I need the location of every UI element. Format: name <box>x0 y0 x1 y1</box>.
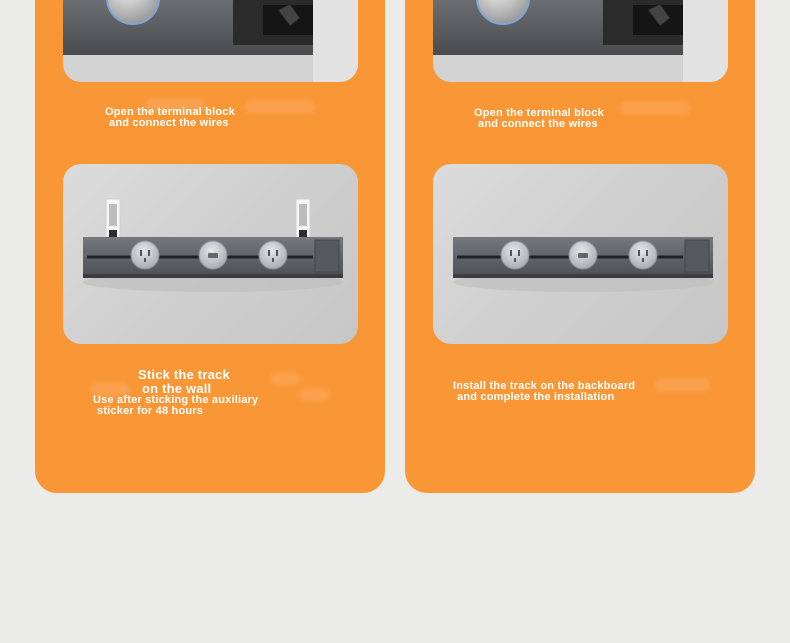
mid-caption-title-line2: on the wall <box>142 381 212 396</box>
mid-caption-note-line1: Use after sticking the auxiliary <box>93 394 259 406</box>
terminal-block-image <box>63 0 358 82</box>
step-card-right <box>405 0 755 493</box>
socket-icon <box>199 241 227 269</box>
socket-icon <box>131 241 159 269</box>
socket-icon <box>501 241 529 269</box>
mid-caption-note <box>93 395 258 417</box>
socket-icon <box>259 241 287 269</box>
top-caption <box>474 108 604 130</box>
top-caption-line1: Open the terminal block <box>105 106 235 118</box>
socket-icon <box>629 241 657 269</box>
top-caption-line1: Open the terminal block <box>474 107 604 119</box>
top-caption-line2: and connect the wires <box>109 117 229 129</box>
top-caption <box>105 107 235 129</box>
installed-track-image <box>433 164 728 344</box>
step-card-left <box>35 0 385 493</box>
mid-caption-note-line2: sticker for 48 hours <box>97 405 204 417</box>
installed-track-photo <box>433 164 728 344</box>
track-with-stickers-photo <box>63 164 358 344</box>
mid-caption-title <box>138 368 230 396</box>
socket-icon <box>569 241 597 269</box>
mid-caption <box>453 381 635 403</box>
track-with-stickers-image <box>63 164 358 344</box>
mid-caption-line1: Install the track on the backboard <box>453 380 636 392</box>
terminal-block-photo <box>63 0 358 82</box>
mid-caption-line2: and complete the installation <box>457 391 615 403</box>
terminal-block-image <box>433 0 728 82</box>
terminal-block-photo <box>433 0 728 82</box>
top-caption-line2: and connect the wires <box>478 118 598 130</box>
mid-caption-title-line1: Stick the track <box>138 367 230 382</box>
